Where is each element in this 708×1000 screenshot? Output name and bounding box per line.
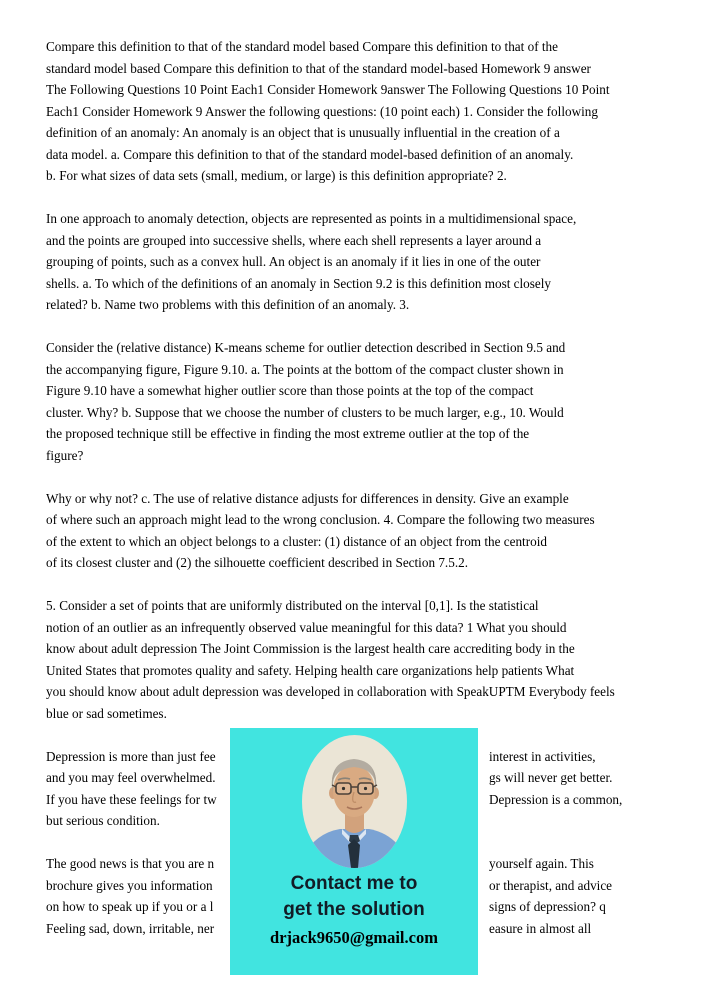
text-fragment: yourself again. This xyxy=(489,856,594,871)
text-fragment: or therapist, and advice xyxy=(489,877,613,893)
text-line: blue or sad sometimes. xyxy=(46,705,167,721)
text-line: Each1 Consider Homework 9 Answer the following questions: (10 point each) 1. Consider the following xyxy=(46,103,598,119)
contact-headline-line2: get the solution xyxy=(283,899,425,920)
text-line: the accompanying figure, Figure 9.10. a. The points at the bottom of the compact cluster shown in xyxy=(46,361,564,377)
text-line: notion of an outlier as an infrequently observed value meaningful for this data? 1 What you should xyxy=(46,619,567,635)
text-line: definition of an anomaly: An anomaly is an object that is unusually influential in the creation of a xyxy=(46,125,560,140)
text-line: Compare this definition to that of the standard model based Compare this definition to that of the xyxy=(46,39,559,54)
paragraph xyxy=(46,36,662,187)
text-fragment: Feeling sad, down, irritable, ner xyxy=(46,920,215,936)
contact-headline-line1: Contact me to xyxy=(290,873,418,894)
contact-overlay xyxy=(230,728,478,975)
paragraph xyxy=(46,595,662,724)
text-line: know about adult depression The Joint Commission is the largest health care accrediting body in the xyxy=(46,641,575,656)
text-fragment: Depression is a common, xyxy=(489,791,623,807)
text-fragment: brochure gives you information xyxy=(46,877,213,893)
text-line: The Following Questions 10 Point Each1 Consider Homework 9answer The Following Questions 10 Point xyxy=(46,82,610,97)
text-line: 5. Consider a set of points that are uniformly distributed on the interval [0,1]. Is the statistical xyxy=(46,598,539,613)
text-line: related? b. Name two problems with this definition of an anomaly. 3. xyxy=(46,297,410,312)
text-line: and the points are grouped into successive shells, where each shell represents a layer around a xyxy=(46,232,542,248)
text-line: b. For what sizes of data sets (small, medium, or large) is this definition appropriate? 2. xyxy=(46,168,507,183)
text-line: of where such an approach might lead to the wrong conclusion. 4. Compare the following two measures xyxy=(46,512,595,527)
text-line: figure? xyxy=(46,447,84,463)
text-line: United States that promotes quality and safety. Helping health care organizations help patients What xyxy=(46,662,575,678)
text-line: you should know about adult depression was developed in collaboration with SpeakUPTM Everybody feels xyxy=(46,684,615,699)
text-line: Consider the (relative distance) K-means scheme for outlier detection described in Section 9.5 and xyxy=(46,340,566,355)
text-line: Figure 9.10 have a somewhat higher outlier score than those points at the top of the compact xyxy=(46,383,534,398)
text-fragment: The good news is that you are n xyxy=(46,856,215,871)
text-line: In one approach to anomaly detection, objects are represented as points in a multidimensional space, xyxy=(46,211,577,226)
text-line: grouping of points, such as a convex hull. An object is an anomaly if it lies in one of the outer xyxy=(46,254,541,269)
text-fragment: gs will never get better. xyxy=(489,770,613,785)
text-line: of its closest cluster and (2) the silhouette coefficient described in Section 7.5.2. xyxy=(46,555,469,570)
text-fragment: on how to speak up if you or a l xyxy=(46,899,214,914)
text-fragment: easure in almost all xyxy=(489,920,592,936)
paragraph xyxy=(46,208,662,316)
contact-email: drjack9650@gmail.com xyxy=(270,928,438,947)
paragraph xyxy=(46,488,662,574)
text-fragment: interest in activities, xyxy=(489,748,596,764)
text-line: Why or why not? c. The use of relative distance adjusts for differences in density. Give an example xyxy=(46,490,569,506)
tutor-avatar-photo xyxy=(302,735,407,868)
text-line: standard model based Compare this definition to that of the standard model-based Homework 9 answer xyxy=(46,60,591,76)
contact-headline xyxy=(283,871,424,923)
text-line: shells. a. To which of the definitions of an anomaly in Section 9.2 is this definition most closely xyxy=(46,275,552,291)
text-fragment: signs of depression? q xyxy=(489,899,606,914)
text-fragment: Depression is more than just fee xyxy=(46,748,216,764)
paragraph xyxy=(46,337,662,466)
text-line: data model. a. Compare this definition to that of the standard model-based definition of an anomaly. xyxy=(46,146,574,162)
text-line: cluster. Why? b. Suppose that we choose the number of clusters to be much larger, e.g., 10. Would xyxy=(46,404,564,420)
text-fragment: and you may feel overwhelmed. xyxy=(46,770,216,785)
text-fragment: If you have these feelings for tw xyxy=(46,791,217,807)
text-line: of the extent to which an object belongs to a cluster: (1) distance of an object from the centroid xyxy=(46,533,547,549)
text-line: the proposed technique still be effective in finding the most extreme outlier at the top of the xyxy=(46,426,530,441)
text-line: but serious condition. xyxy=(46,813,160,828)
